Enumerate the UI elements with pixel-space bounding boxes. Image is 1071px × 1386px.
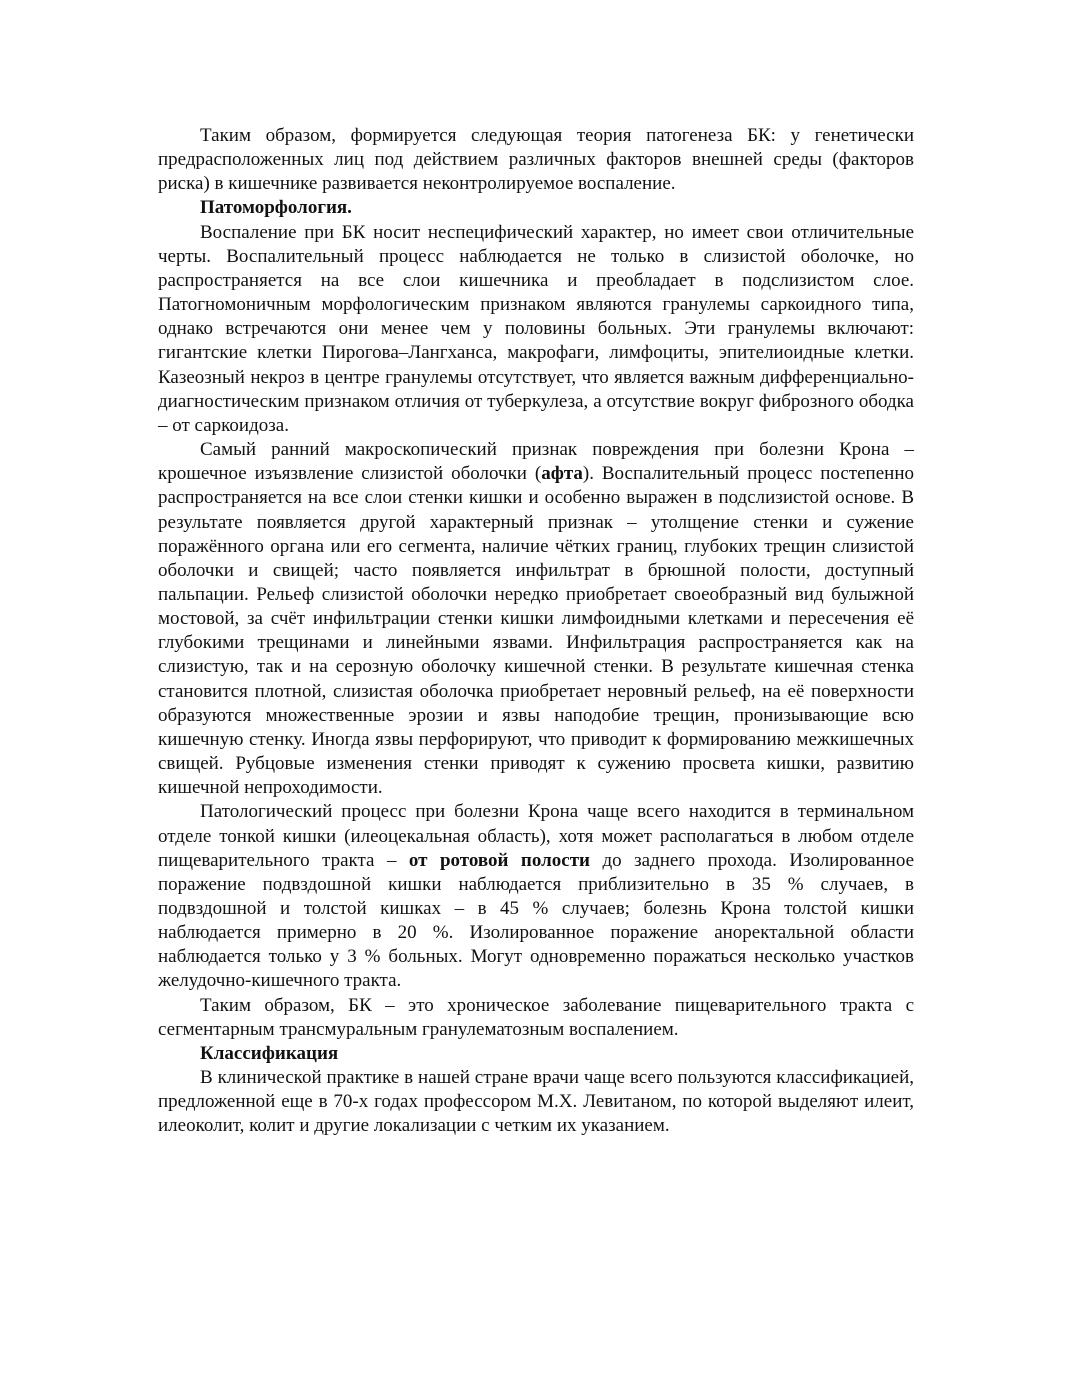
paragraph-conclusion: Таким образом, БК – это хроническое заболевание пищеварительного тракта с сегментарным трансмуральным гранулематозным воспалением. (158, 994, 914, 1040)
bold-term-afta: афта (541, 463, 583, 485)
paragraph-text: Патологический процесс при болезни Крона чаще всего находится в терминальном отделе тонкой кишки (илеоцекальная область), хотя может располагаться в любом отделе пищеварительного тракта – (158, 801, 914, 871)
heading-classification: Классификация (200, 1042, 339, 1064)
paragraph-macroscopic-sign (158, 438, 914, 800)
bold-term-oral-cavity: от ротовой полости (408, 849, 590, 871)
paragraph-text: до заднего прохода. Изолированное поражение подвздошной кишки наблюдается приблизительно в 35 % случаев, в подвздошной и толстой кишках – в 45 % случаев; болезнь Крона толстой кишки наблюдается примерно в 20 %. Изолированное поражение аноректальной области наблюдается только у 3 % больных. Могут одновременно поражаться несколько участков желудочно-кишечного тракта. (158, 849, 914, 992)
heading-pathomorphology: Патоморфология. (200, 197, 352, 219)
paragraph-localization (158, 800, 914, 993)
document-page (158, 124, 914, 1139)
paragraph-inflammation: Воспаление при БК носит неспецифический характер, но имеет свои отличительные черты. Воспалительный процесс наблюдается не только в слизистой оболочке, но распространяется на все слои кишечника и преобладает в подслизистом слое. Патогномоничным морфологическим признаком являются гранулемы саркоидного типа, однако встречаются они менее чем у половины больных. Эти гранулемы включают: гигантские клетки Пирогова–Лангханса, макрофаги, лимфоциты, эпителиоидные клетки. Казеозный некроз в центре гранулемы отсутствует, что является важным дифференциально-диагностическим признаком отличия от туберкулеза, а отсутствие вокруг фиброзного ободка – от саркоидоза. (158, 221, 914, 436)
paragraph-text: ). Воспалительный процесс постепенно распространяется на все слои стенки кишки и особенно выражен в подслизистой основе. В результате появляется другой характерный признак – утолщение стенки и сужение поражённого органа или его сегмента, наличие чётких границ, глубоких трещин слизистой оболочки и свищей; часто появляется инфильтрат в брюшной полости, доступный пальпации. Рельеф слизистой оболочки нередко приобретает своеобразный вид булыжной мостовой, за счёт инфильтрации стенки кишки лимфоидными клетками и пересечения её глубокими трещинами и линейными язвами. Инфильтрация распространяется как на слизистую, так и на серозную оболочку кишечной стенки. В результате кишечная стенка становится плотной, слизистая оболочка приобретает неровный рельеф, на её поверхности образуются множественные эрозии и язвы наподобие трещин, пронизывающие всю кишечную стенку. Иногда язвы перфорируют, что приводит к формированию межкишечных свищей. Рубцовые изменения стенки приводят к сужению просвета кишки, развитию кишечной непроходимости. (158, 463, 914, 799)
paragraph-text: Самый ранний макроскопический признак повреждения при болезни Крона – крошечное изъязвление слизистой оболочки ( (158, 439, 914, 485)
paragraph-classification: В клинической практике в нашей стране врачи чаще всего пользуются классификацией, предложенной еще в 70-х годах профессором М.Х. Левитаном, по которой выделяют илеит, илеоколит, колит и другие локализации с четким их указанием. (158, 1067, 914, 1137)
paragraph-pathogenesis-theory: Таким образом, формируется следующая теория патогенеза БК: у генетически предрасположенных лиц под действием различных факторов внешней среды (факторов риска) в кишечнике развивается неконтролируемое воспаление. (158, 125, 914, 195)
